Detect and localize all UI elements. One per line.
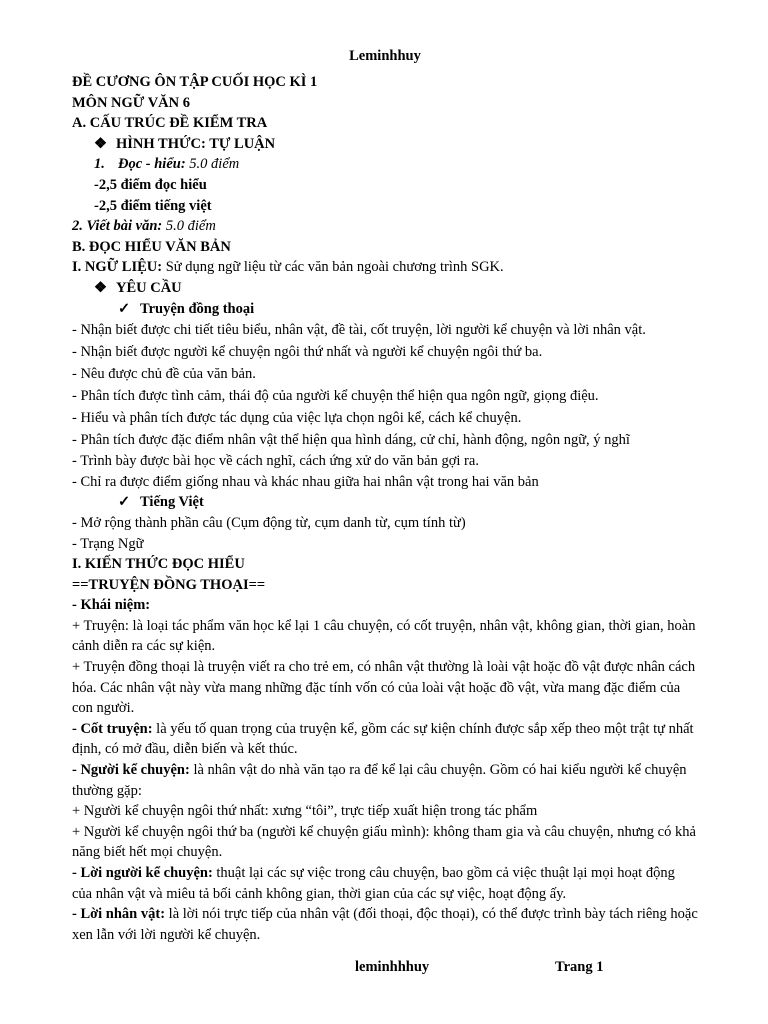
- material-label: I. NGỮ LIỆU:: [72, 259, 163, 276]
- item-writing: [72, 216, 698, 237]
- list-item: - Nêu được chủ đề của văn bản.: [72, 366, 256, 383]
- list-item: - Mở rộng thành phần câu (Cụm động từ, cụm danh từ, cụm tính từ): [72, 514, 466, 531]
- checkmark-icon: ✓: [118, 494, 131, 511]
- knowledge-heading: I. KIẾN THỨC ĐỌC HIỂU: [72, 556, 245, 573]
- list-item: - Trạng Ngữ: [72, 535, 144, 552]
- requirements-text: YÊU CẦU: [116, 279, 182, 296]
- paragraph: + Truyện: là loại tác phẩm văn học kể lại 1 câu chuyện, có cốt truyện, nhân vật, không gian, thời gian, hoàn cảnh diễn ra các sự kiện.: [72, 617, 696, 655]
- story-heading-text: Truyện đồng thoại: [140, 300, 255, 317]
- requirements-line: [72, 278, 698, 299]
- item-reading: [72, 154, 698, 175]
- document-header: Leminhhuy: [349, 48, 421, 64]
- item-label: 2. Viết bài văn:: [72, 218, 163, 235]
- paragraph-dialogue: [72, 904, 698, 945]
- footer-author: leminhhhuy: [355, 959, 430, 975]
- term-text: thuật lại các sự việc trong câu chuyện, bao gồm cả việc thuật lại mọi hoạt động của nhân vật và miêu tả bối cảnh không gian, thời gian của các sự việc, hoạt động ấy.: [72, 865, 675, 902]
- vietnamese-heading-text: Tiếng Việt: [140, 494, 204, 511]
- page-number: Trang 1: [555, 959, 604, 975]
- document-page: [72, 46, 698, 945]
- list-item: - Phân tích được tình cảm, thái độ của người kể chuyện thể hiện qua ngôn ngữ, giọng điệu.: [72, 388, 599, 405]
- item-value: 5.0 điểm: [185, 156, 240, 173]
- list-item: - Trình bày được bài học về cách nghĩ, cách ứng xử do văn bản gợi ra.: [72, 453, 479, 470]
- concept-label: - Khái niệm:: [72, 597, 151, 614]
- paragraph-narrator: [72, 760, 698, 801]
- paragraph-narration: [72, 863, 698, 904]
- paragraph: + Người kể chuyện ngôi thứ ba (người kể chuyện giấu mình): không tham gia và câu chuyện, nhưng có khả năng biết hết mọi chuyện.: [72, 823, 696, 861]
- section-b-heading: B. ĐỌC HIỂU VĂN BẢN: [72, 238, 231, 255]
- knowledge-subheading: ==TRUYỆN ĐỒNG THOẠI==: [72, 576, 266, 593]
- vietnamese-heading: [72, 492, 698, 513]
- term-label: - Lời nhân vật:: [72, 906, 166, 923]
- form-line: [72, 134, 698, 155]
- material-line: [72, 257, 698, 278]
- term-text: là lời nói trực tiếp của nhân vật (đối thoại, độc thoại), có thể được trình bày tách riêng hoặc xen lẫn với lời người kể chuyện.: [72, 906, 698, 943]
- diamond-bullet-icon: ❖: [94, 135, 107, 152]
- item-label: Đọc - hiểu:: [118, 156, 186, 173]
- material-text: Sử dụng ngữ liệu từ các văn bản ngoài chương trình SGK.: [162, 259, 504, 276]
- item-value: 5.0 điểm: [162, 218, 216, 235]
- term-text: là nhân vật do nhà văn tạo ra để kể lại câu chuyện. Gồm có hai kiểu người kể chuyện thường gặp:: [72, 762, 687, 799]
- section-a-heading: A. CẤU TRÚC ĐỀ KIỂM TRA: [72, 115, 268, 132]
- diamond-bullet-icon: ❖: [94, 279, 107, 296]
- list-item: - Chỉ ra được điểm giống nhau và khác nhau giữa hai nhân vật trong hai văn bản: [72, 473, 539, 490]
- term-label: - Người kể chuyện:: [72, 762, 190, 779]
- document-subtitle: MÔN NGỮ VĂN 6: [72, 94, 191, 111]
- document-title: ĐỀ CƯƠNG ÔN TẬP CUỐI HỌC KÌ 1: [72, 74, 318, 90]
- item-number: 1.: [94, 156, 105, 173]
- checkmark-icon: ✓: [118, 300, 131, 317]
- list-item: - Nhận biết được người kể chuyện ngôi thứ nhất và người kể chuyện ngôi thứ ba.: [72, 344, 543, 361]
- paragraph-plot: [72, 719, 698, 760]
- term-label: - Cốt truyện:: [72, 720, 153, 737]
- term-label: - Lời người kể chuyện:: [72, 865, 213, 881]
- list-item: - Nhận biết được chi tiết tiêu biểu, nhân vật, đề tài, cốt truyện, lời người kể chuyện và lời nhân vật.: [72, 322, 646, 339]
- list-item: - Hiểu và phân tích được tác dụng của việc lựa chọn ngôi kể, cách kể chuyện.: [72, 410, 522, 427]
- sub-point-reading: -2,5 điểm đọc hiểu: [94, 176, 207, 193]
- list-item: - Phân tích được đặc điểm nhân vật thể hiện qua hình dáng, cử chỉ, hành động, ngôn ngữ, ý nghĩ: [72, 432, 630, 449]
- sub-point-vietnamese: -2,5 điểm tiếng việt: [94, 197, 212, 214]
- story-heading: [72, 299, 698, 320]
- paragraph: + Người kể chuyện ngôi thứ nhất: xưng “tôi”, trực tiếp xuất hiện trong tác phẩm: [72, 803, 538, 820]
- form-text: HÌNH THỨC: TỰ LUẬN: [116, 135, 276, 152]
- term-text: là yếu tố quan trọng của truyện kể, gồm các sự kiện chính được sắp xếp theo một trật tự nhất định, có mở đầu, diễn biến và kết thúc.: [72, 720, 694, 758]
- page-footer: [0, 959, 768, 981]
- paragraph: + Truyện đồng thoại là truyện viết ra cho trẻ em, có nhân vật thường là loài vật hoặc đồ vật được nhân cách hóa. Các nhân vật này vừa mang những đặc tính vốn có của loài vật hoặc đồ vật, vừa mang đặc điểm của con người.: [72, 659, 696, 717]
